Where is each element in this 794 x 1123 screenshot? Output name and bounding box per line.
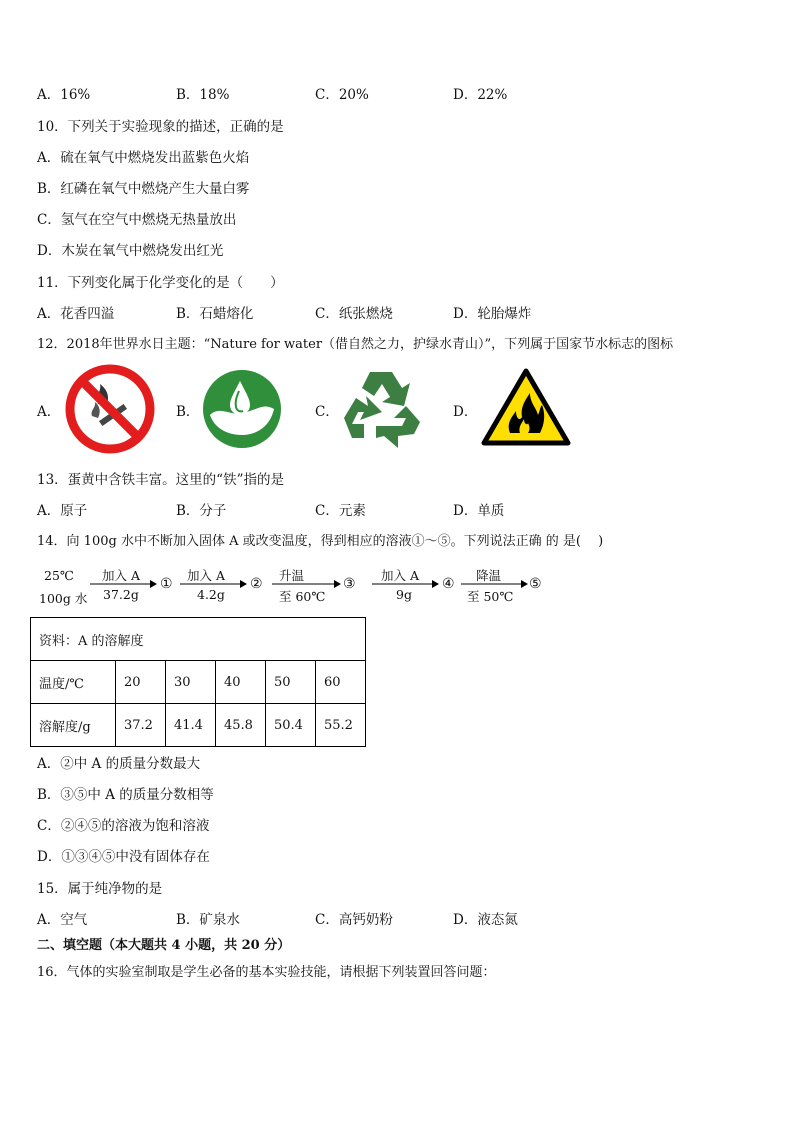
q10-option-a: A．硫在氧气中燃烧发出蓝紫色火焰 [37,150,250,166]
q13-stem: 13．蛋黄中含铁丰富。这里的“铁”指的是 [37,472,284,488]
flow-step-2-bottom: 4.2g [197,587,225,602]
q11-option-c: C．纸张燃烧 [315,306,393,322]
table-cell: 50.4 [266,704,316,747]
flow-arrow-1 [90,579,158,589]
q12-option-d: D． [453,404,478,420]
flow-step-3-top: 升温 [279,568,305,583]
q13-option-c: C．元素 [315,503,366,519]
q12-option-c: C． [315,404,339,420]
q14-option-c: C．②④⑤的溶液为饱和溶液 [37,818,210,834]
q12-option-a: A． [37,404,61,420]
q16-stem: 16．气体的实验室制取是学生必备的基本实验技能，请根据下列装置回答问题： [37,965,496,980]
q13-option-d: D．单质 [453,503,505,519]
flow-arrow-5 [461,579,529,589]
flow-step-5-bottom: 至 50℃ [467,589,514,604]
flow-result-5: ⑤ [529,576,542,592]
q14-option-d: D．①③④⑤中没有固体存在 [37,849,210,865]
flow-step-1-bottom: 37.2g [103,587,139,602]
table-row-solubility [31,704,366,747]
q14-option-a: A．②中 A 的质量分数最大 [37,756,201,772]
flow-start-water: 100g 水 [39,591,88,606]
q13-option-a: A．原子 [37,503,88,519]
q15-stem: 15．属于纯净物的是 [37,881,163,897]
q11-option-d: D．轮胎爆炸 [453,306,532,322]
flow-arrow-2 [180,579,248,589]
q13-option-b: B．分子 [176,503,227,519]
solubility-table [30,617,366,747]
table-cell: 20 [116,661,166,704]
q12-option-b: B． [176,404,200,420]
flow-result-3: ③ [343,576,356,592]
q10-option-d: D．木炭在氧气中燃烧发出红光 [37,243,224,259]
flow-step-2-top: 加入 A [187,568,226,583]
table-cell: 40 [216,661,266,704]
table-cell: 37.2 [116,704,166,747]
q11-option-b: B．石蜡熔化 [176,306,254,322]
table-row-temp [31,661,366,704]
q15-option-b: B．矿泉水 [176,912,240,928]
table-cell: 30 [166,661,216,704]
flow-step-1-top: 加入 A [102,568,141,583]
q10-stem: 10．下列关于实验现象的描述，正确的是 [37,119,284,135]
q9-option-a: A．16% [37,87,91,103]
q10-option-b: B．红磷在氧气中燃烧产生大量白雾 [37,181,250,197]
table-cell: 41.4 [166,704,216,747]
q14-option-b: B．③⑤中 A 的质量分数相等 [37,787,214,803]
flow-arrow-4 [372,579,440,589]
table-cell: 45.8 [216,704,266,747]
flow-step-5-top: 降温 [476,568,502,583]
q11-stem: 11．下列变化属于化学变化的是（ ） [37,275,284,291]
table-cell: 50 [266,661,316,704]
no-smoking-icon [64,364,156,454]
table-caption: 资料：A 的溶解度 [31,618,366,661]
flow-start-temp: 25℃ [44,568,74,583]
q9-option-b: B．18% [176,87,230,103]
q9-option-c: C．20% [315,87,369,103]
flow-result-1: ① [160,576,173,592]
flammable-warning-icon [480,367,572,447]
table-row-label-solubility: 溶解度/g [31,704,116,747]
q14-stem: 14．向 100g 水中不断加入固体 A 或改变温度，得到相应的溶液①～⑤。下列说法正确 的 是( ) [37,534,604,549]
table-cell: 55.2 [316,704,366,747]
q15-option-c: C．高钙奶粉 [315,912,393,928]
table-cell: 60 [316,661,366,704]
q15-option-a: A．空气 [37,912,88,928]
flow-arrow-3 [272,579,342,589]
flow-step-4-bottom: 9g [396,587,412,602]
flow-step-4-top: 加入 A [381,568,420,583]
flow-result-4: ④ [442,576,455,592]
q11-option-a: A．花香四溢 [37,306,115,322]
recycling-icon [336,366,428,452]
q9-option-d: D．22% [453,87,508,103]
flow-result-2: ② [250,576,263,592]
table-row-label-temp: 温度/℃ [31,661,116,704]
section-heading: 二、填空题（本大题共 4 小题，共 20 分） [37,938,291,953]
flow-step-3-bottom: 至 60℃ [279,589,326,604]
q15-option-d: D．液态氮 [453,912,518,928]
water-saving-icon [202,369,282,449]
q12-stem: 12．2018年世界水日主题：“Nature for water（借自然之力，护绿水青山）”，下列属于国家节水标志的图标 [37,337,674,352]
q10-option-c: C．氢气在空气中燃烧无热量放出 [37,212,237,228]
